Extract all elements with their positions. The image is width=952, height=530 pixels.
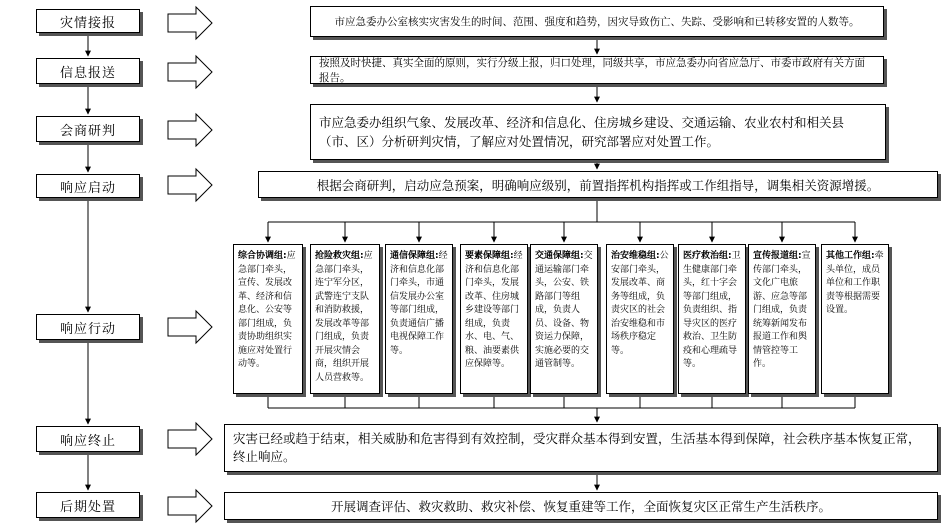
arrow-icon-5 <box>168 311 212 343</box>
group-body: 公安部门牵头，发展改革、商务等组成，负责灾区的社会治安维稳和市场秩序稳定等。 <box>611 251 669 356</box>
step-aftermath <box>36 492 140 518</box>
group-communication <box>385 244 453 394</box>
group-resources <box>460 244 528 394</box>
group-title: 医疗救治组: <box>683 251 732 261</box>
group-body: 卫生健康部门牵头，红十字会等部门组成，负责组织、指导灾区的医疗救治、卫生防疫和心理疏导等。 <box>683 251 741 369</box>
arrow-icon-1 <box>168 7 212 39</box>
arrow-icon-2 <box>168 56 212 88</box>
step-label: 会商研判 <box>59 123 116 139</box>
group-body: 应急部门牵头，宣传、发展改革、经济和信息化、公安等部门组成，负责协助组织实施应对处置行动等。 <box>238 251 296 369</box>
fanout-bus <box>268 198 855 222</box>
group-body: 宣传部门牵头，文化广电旅游、应急等部门组成，负责统筹新闻发布报道工作和舆情管控等工作。 <box>753 251 811 369</box>
group-title: 通信保障组: <box>390 251 439 261</box>
step-transmit <box>36 58 140 84</box>
group-body: 应急部门牵头，连宁军分区，武警连宁支队和消防救援，发展改革等部门组成，负责开展灾情会商，组织开展人员营救等。 <box>315 251 373 383</box>
arrow-icon-7 <box>168 490 212 522</box>
step-label: 信息报送 <box>59 65 116 81</box>
desc-transmit-text: 按照及时快捷、真实全面的原则，实行分级上报，归口处理，同级共享，市应急委办向省应急厅、市委市政府有关方面报告。 <box>319 57 865 84</box>
group-title: 治安维稳组: <box>611 251 660 261</box>
step-label: 响应行动 <box>59 321 116 337</box>
step-action <box>36 314 140 340</box>
group-title: 交通保障组: <box>535 251 584 261</box>
desc-consult <box>310 104 886 160</box>
fanin-bus <box>268 394 855 408</box>
group-body: 经济和信息化部门牵头，发展改革、住房城乡建设等部门组成，负责水、电、气、粮、油要素供应保障等。 <box>465 251 523 369</box>
desc-report <box>310 6 884 37</box>
arrow-icon-4 <box>168 169 212 201</box>
step-activate <box>36 174 140 198</box>
group-body: 牵头单位，成员单位和工作职责等根据需要设置。 <box>826 251 884 315</box>
desc-aftermath <box>224 492 938 520</box>
group-transport <box>530 244 598 394</box>
group-title: 宣传报道组: <box>753 251 802 261</box>
step-label: 灾情接报 <box>59 15 116 31</box>
arrow-icon-6 <box>168 423 212 455</box>
desc-consult-text: 市应急委办组织气象、发展改革、经济和信息化、住房城乡建设、交通运输、农业农村和相关县（市、区）分析研判灾情，了解应对处置情况，研究部署应对处置工作。 <box>319 115 845 149</box>
group-comprehensive <box>233 244 303 394</box>
step-label: 后期处置 <box>59 499 116 515</box>
step-label: 响应启动 <box>59 180 116 196</box>
group-body: 交通运输部门牵头，公安、铁路部门等组成，负责人员、设备、物资运力保障，实施必要的交通管制等。 <box>535 251 593 369</box>
group-medical <box>678 244 746 394</box>
step-terminate <box>36 426 140 452</box>
group-title: 抢险救灾组: <box>315 251 364 261</box>
arrow-icon-3 <box>168 114 212 146</box>
group-title: 综合协调组: <box>238 251 287 261</box>
desc-activate <box>258 171 938 198</box>
group-title: 要素保障组: <box>465 251 514 261</box>
group-other <box>821 244 889 394</box>
step-report <box>36 9 140 33</box>
desc-terminate-text: 灾害已经或趋于结束，相关威胁和危害得到有效控制，受灾群众基本得到安置，生活基本得到保障，社会秩序基本恢复正常，终止响应。 <box>233 431 921 464</box>
desc-transmit <box>310 56 884 84</box>
desc-terminate <box>224 424 938 472</box>
group-security <box>606 244 674 394</box>
step-consult <box>36 116 140 142</box>
group-title: 其他工作组: <box>826 251 875 261</box>
desc-aftermath-text: 开展调查评估、救灾救助、救灾补偿、恢复重建等工作，全面恢复灾区正常生产生活秩序。 <box>330 499 831 514</box>
group-body: 经济和信息化部门牵头，市通信发展办公室等部门组成，负责通信广播电视保障工作等。 <box>390 251 448 356</box>
desc-activate-text: 根据会商研判，启动应急预案，明确响应级别，前置指挥机构指挥或工作组指导，调集相关资源增援。 <box>316 177 880 193</box>
desc-report-text: 市应急委办公室核实灾害发生的时间、范围、强度和趋势，因灾导致伤亡、失踪、受影响和已转移安置的人数等。 <box>334 16 860 28</box>
group-publicity <box>748 244 816 394</box>
group-rescue <box>310 244 380 394</box>
step-label: 响应终止 <box>59 433 116 449</box>
